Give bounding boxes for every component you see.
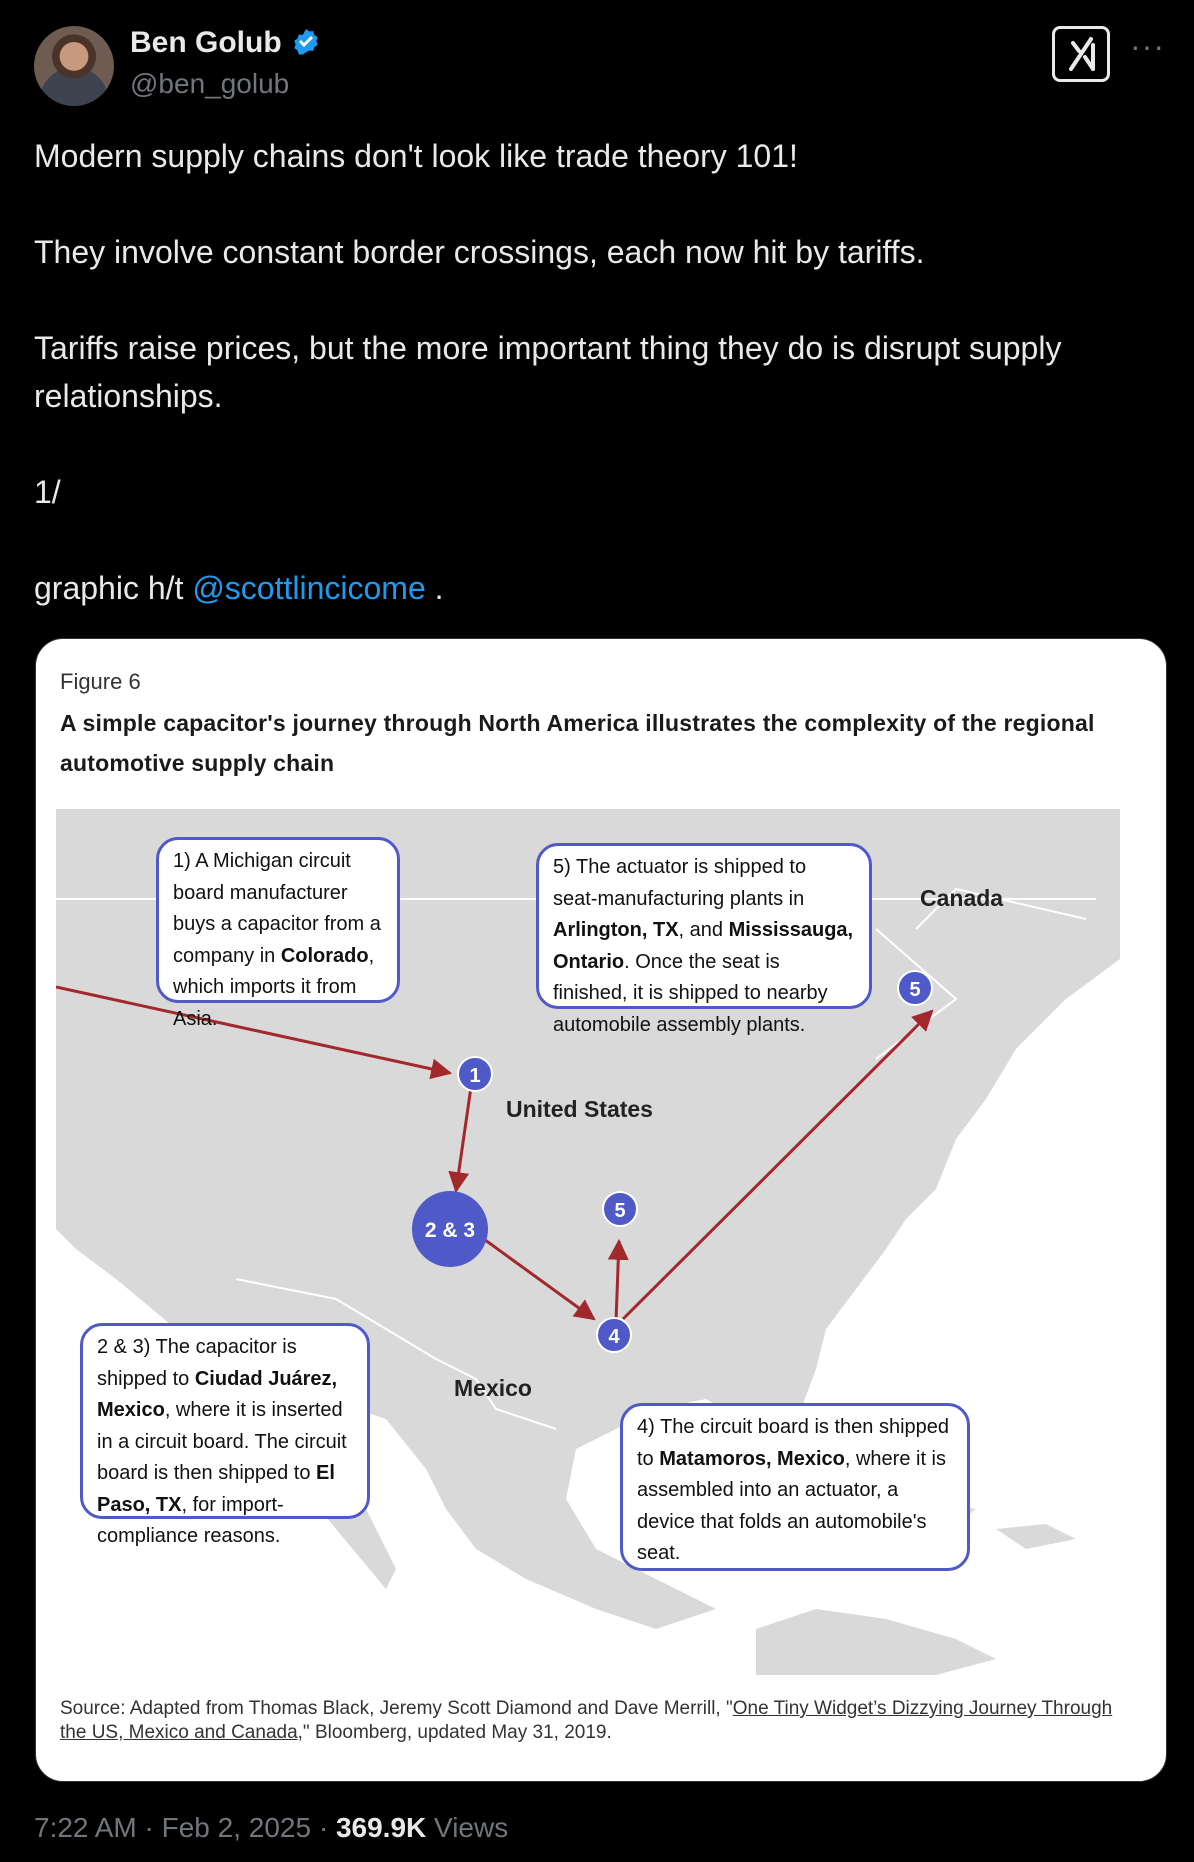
source-link[interactable]: One Tiny Widget’s Dizzying Journey Through the US, Mexico and Canada — [60, 1698, 1113, 1743]
avatar[interactable] — [34, 26, 114, 106]
callout-text: , where it is assembled into an actuator, a device that folds an automobile's seat. — [637, 1447, 947, 1564]
callout-bold: Colorado — [280, 944, 369, 967]
callout-bold: Arlington, TX — [553, 919, 679, 941]
callout-text: , and — [678, 919, 729, 941]
label-canada: Canada — [920, 885, 1004, 911]
map — [56, 809, 1120, 1675]
marker-1[interactable] — [458, 1057, 492, 1091]
marker-1-label: 1 — [469, 1065, 481, 1087]
grok-icon[interactable] — [1052, 26, 1110, 82]
tweet-paragraph — [34, 564, 1154, 612]
callout-bold: Matamoros, Mexico — [659, 1447, 845, 1470]
callout-text: , where it is inserted in a circuit board. The circuit board is then shipped to — [97, 1399, 347, 1484]
source-suffix: ," Bloomberg, updated May 31, 2019. — [297, 1722, 612, 1743]
callout-text: 4) The circuit board is then shipped to — [637, 1416, 950, 1470]
tweet-paragraph: Modern supply chains don't look like trade theory 101! — [34, 138, 798, 174]
tweet-text-part: . — [425, 570, 444, 606]
callout-bold: El Paso, TX — [97, 1462, 335, 1516]
marker-2-3[interactable] — [412, 1191, 488, 1267]
author-name[interactable] — [130, 26, 322, 60]
marker-5-mississauga[interactable] — [898, 971, 932, 1005]
label-mexico: Mexico — [454, 1375, 532, 1401]
label-united-states: United States — [506, 1096, 653, 1122]
media-card[interactable] — [35, 638, 1167, 1782]
tweet-paragraph: Tariffs raise prices, but the more important thing they do is disrupt supply relationships. — [34, 330, 1062, 414]
callout-text: 1) A Michigan circuit board manufacturer buys a capacitor from a company in — [173, 850, 381, 967]
tweet-meta — [34, 1812, 508, 1844]
marker-5-arlington[interactable] — [603, 1192, 637, 1226]
tweet-paragraph: They involve constant border crossings, each now hit by tariffs. — [34, 234, 925, 270]
callout-step-5 — [536, 843, 872, 1036]
callout-text: , for import-compliance reasons. — [97, 1493, 284, 1547]
marker-2-3-label: 2 & 3 — [424, 1219, 476, 1242]
timestamp[interactable]: 7:22 AM · Feb 2, 2025 · — [34, 1812, 336, 1843]
callout-text: . Once the seat is finished, it is shipped to nearby automobile assembly plants. — [553, 950, 828, 1036]
callout-step-4 — [620, 1403, 970, 1571]
author-name-text: Ben Golub — [130, 26, 282, 59]
marker-4-label: 4 — [608, 1326, 620, 1348]
figure-title: A simple capacitor's journey through North America illustrates the complexity of the regional automotive supply chain — [60, 710, 1095, 776]
views-label: Views — [426, 1812, 509, 1843]
more-options-icon[interactable]: ··· — [1130, 28, 1165, 64]
tweet-text-part: graphic h/t — [34, 570, 193, 606]
tweet-paragraph: 1/ — [34, 474, 61, 510]
view-count: 369.9K — [335, 1812, 427, 1843]
callout-text: 5) The actuator is shipped to seat-manufacturing plants in — [553, 856, 807, 910]
verified-badge-icon — [290, 27, 322, 59]
marker-5b-label: 5 — [909, 979, 921, 1001]
source-prefix: Source: Adapted from Thomas Black, Jeremy Scott Diamond and Dave Merrill, " — [60, 1698, 733, 1719]
callout-text: 2 & 3) The capacitor is shipped to — [97, 1336, 297, 1390]
callout-bold: Mississauga, Ontario — [553, 919, 854, 973]
figure-label: Figure 6 — [60, 669, 141, 694]
figure-source — [60, 1697, 1120, 1745]
callout-bold: Ciudad Juárez, Mexico — [97, 1367, 338, 1421]
callout-step-1 — [156, 837, 400, 1030]
marker-4[interactable] — [597, 1318, 631, 1352]
mention-link[interactable]: @scottlincicome — [192, 570, 426, 606]
callout-step-2-3 — [80, 1323, 370, 1547]
tweet-text — [34, 132, 1154, 660]
marker-5a-label: 5 — [614, 1200, 626, 1222]
author-handle[interactable]: @ben_golub — [130, 68, 290, 99]
callout-text: , which imports it from Asia. — [173, 944, 375, 1030]
